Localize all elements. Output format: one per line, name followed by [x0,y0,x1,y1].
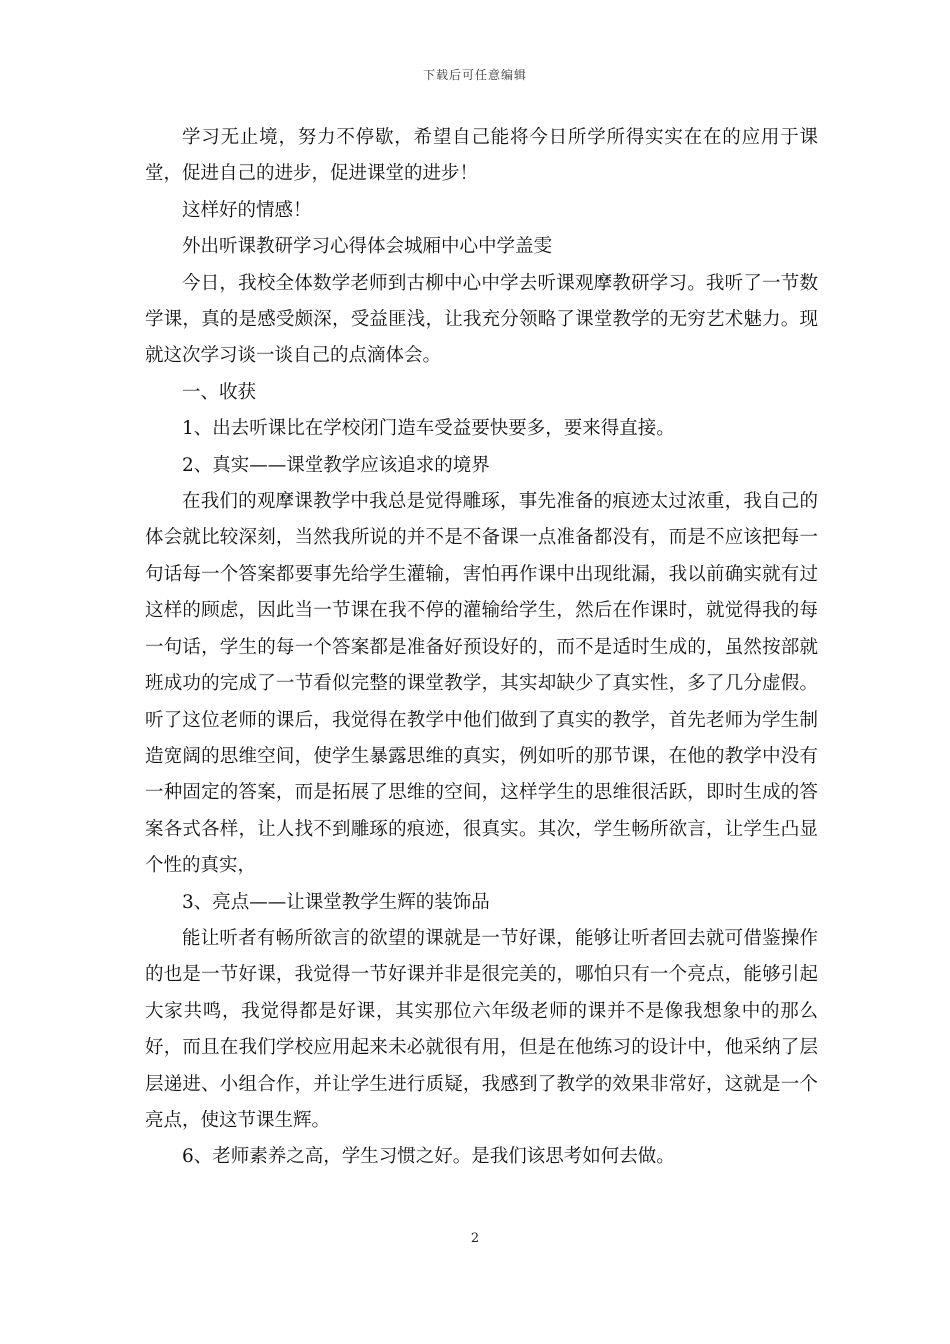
paragraph-learning-endless: 学习无止境，努力不停歇，希望自己能将今日所学所得实实在在的应用于课堂，促进自己的进步，促进课堂的进步！ [145,127,818,185]
item-2-authenticity-heading: 2、真实——课堂教学应该追求的境界 [182,454,490,476]
paragraph-article-title: 外出听课教研学习心得体会城厢中心中学盖雯 [182,236,553,258]
paragraph-good-feeling: 这样好的情感！ [182,199,312,221]
document-body [145,120,818,1176]
page-number: 2 [470,1231,480,1246]
heading-harvest: 一、收获 [182,381,257,403]
paragraph-highlight-body: 能让听者有畅所欲言的欲望的课就是一节好课，能够让听者回去就可借鉴操作的也是一节好课，我觉得一节好课并非是很完美的，哪怕只有一个亮点，能够引起大家共鸣，我觉得都是好课，其实那位六年级老师的课并不是像我想象中的那么好，而且在我们学校应用起来未必就很有用，但是在他练习的设计中，他采纳了层层递进、小组合作，并让学生进行质疑，我感到了教学的效果非常好，这就是一个亮点，使这节课生辉。 [145,927,818,1131]
item-1-direct-learning: 1、出去听课比在学校闭门造车受益要快要多，要来得直接。 [182,418,675,440]
item-6-teacher-quality: 6、老师素养之高，学生习惯之好。是我们该思考如何去做。 [182,1146,675,1168]
paragraph-intro: 今日，我校全体数学老师到古柳中心中学去听课观摩教研学习。我听了一节数学课，真的是感受颇深，受益匪浅，让我充分领略了课堂教学的无穷艺术魅力。现就这次学习谈一谈自己的点滴体会。 [145,272,818,367]
page-header-note: 下载后可任意编辑 [422,68,527,82]
item-3-highlight-heading: 3、亮点——让课堂教学生辉的装饰品 [182,891,490,913]
paragraph-authenticity-body: 在我们的观摩课教学中我总是觉得雕琢，事先准备的痕迹太过浓重，我自己的体会就比较深刻，当然我所说的并不是不备课一点准备都没有，而是不应该把每一句话每一个答案都要事先给学生灌输，害怕再作课中出现纰漏，我以前确实就有过这样的顾虑，因此当一节课在我不停的灌输给学生，然后在作课时，就觉得我的每一句话，学生的每一个答案都是准备好预设好的，而不是适时生成的，虽然按部就班成功的完成了一节看似完整的课堂教学，其实却缺少了真实性，多了几分虚假。听了这位老师的课后，我觉得在教学中他们做到了真实的教学，首先老师为学生制造宽阔的思维空间，使学生暴露思维的真实，例如听的那节课，在他的教学中没有一种固定的答案，而是拓展了思维的空间，这样学生的思维很活跃，即时生成的答案各式各样，让人找不到雕琢的痕迹，很真实。其次，学生畅所欲言，让学生凸显个性的真实， [145,491,818,877]
